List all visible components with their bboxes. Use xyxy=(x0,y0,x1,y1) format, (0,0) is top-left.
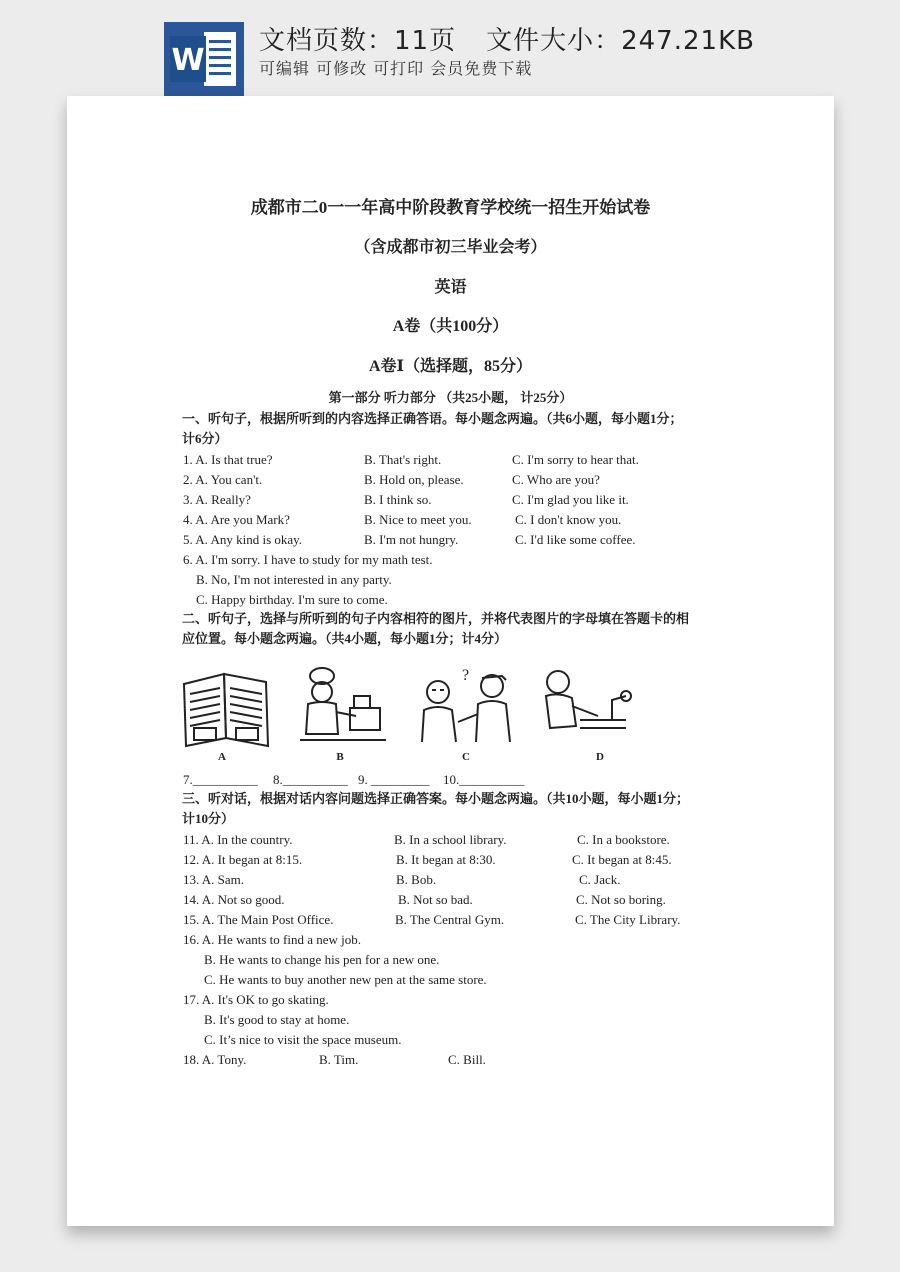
section2-instruction: 二、听句子，选择与所听到的句子内容相符的图片，并将代表图片的字母填在答题卡的相 xyxy=(182,611,690,626)
paper-a1-heading: A卷Ⅰ（选择题，85分） xyxy=(368,358,533,375)
picture-options xyxy=(180,656,640,766)
question-13-c: C. Jack. xyxy=(579,872,621,887)
question-18-b: B. Tim. xyxy=(319,1052,359,1067)
picture-c-two-people xyxy=(422,667,510,742)
question-11-a: 11. A. In the country. xyxy=(183,832,293,847)
section1-instruction: 一、听句子，根据所听到的内容选择正确答语。每小题念两遍。（共6小题，每小题1分； xyxy=(182,411,683,426)
question-6-a: 6. A. I'm sorry. I have to study for my math test. xyxy=(183,552,433,567)
page-count: 文档页数：11页 xyxy=(259,26,457,56)
question-4-c: C. I don't know you. xyxy=(515,512,622,527)
question-16-a: 16. A. He wants to find a new job. xyxy=(183,932,362,947)
question-5-a: 5. A. Any kind is okay. xyxy=(183,532,303,547)
subject-heading: 英语 xyxy=(434,279,467,296)
question-3-b: B. I think so. xyxy=(364,492,432,507)
picture-b-cook xyxy=(300,668,386,740)
question-12-a: 12. A. It began at 8:15. xyxy=(183,852,303,867)
question-18-c: C. Bill. xyxy=(448,1052,486,1067)
file-info xyxy=(259,20,755,57)
question-13-a: 13. A. Sam. xyxy=(183,872,245,887)
word-document-icon xyxy=(164,22,244,96)
svg-text:?: ? xyxy=(462,667,470,684)
question-4-b: B. Nice to meet you. xyxy=(364,512,472,527)
question-1-c: C. I'm sorry to hear that. xyxy=(512,452,639,467)
question-15-a: 15. A. The Main Post Office. xyxy=(183,912,334,927)
answer-blank-7: 7.__________ xyxy=(183,772,258,787)
section3-instruction-cont: 计10分） xyxy=(182,811,235,826)
question-3-a: 3. A. Really? xyxy=(183,492,251,507)
svg-text:W: W xyxy=(171,43,205,78)
question-2-c: C. Who are you? xyxy=(512,472,600,487)
part1-heading: 第一部分 听力部分 （共25小题， 计25分） xyxy=(328,390,573,405)
question-4-a: 4. A. Are you Mark? xyxy=(183,512,290,527)
question-6-b: B. No, I'm not interested in any party. xyxy=(196,572,392,587)
paper-a-heading: A卷（共100分） xyxy=(392,318,509,335)
question-15-b: B. The Central Gym. xyxy=(395,912,505,927)
question-18-a: 18. A. Tony. xyxy=(183,1052,247,1067)
question-17-a: 17. A. It's OK to go skating. xyxy=(183,992,329,1007)
picture-label-d: D xyxy=(596,751,604,763)
answer-blank-10: 10.__________ xyxy=(443,772,525,787)
download-banner xyxy=(0,0,900,96)
question-14-a: 14. A. Not so good. xyxy=(183,892,285,907)
question-2-b: B. Hold on, please. xyxy=(364,472,464,487)
answer-blank-9: 9. _________ xyxy=(358,772,430,787)
question-16-b: B. He wants to change his pen for a new one. xyxy=(204,952,440,967)
feature-list: 可编辑 可修改 可打印 会员免费下载 xyxy=(259,59,533,78)
exam-subtitle: （含成都市初三毕业会考） xyxy=(354,239,547,256)
question-16-c: C. He wants to buy another new pen at the same store. xyxy=(204,972,487,987)
question-12-c: C. It began at 8:45. xyxy=(572,852,672,867)
question-11-b: B. In a school library. xyxy=(394,832,507,847)
question-5-b: B. I'm not hungry. xyxy=(364,532,459,547)
question-14-c: C. Not so boring. xyxy=(576,892,666,907)
exam-title: 成都市二0一一年高中阶段教育学校统一招生开始试卷 xyxy=(250,198,651,217)
question-11-c: C. In a bookstore. xyxy=(577,832,670,847)
question-15-c: C. The City Library. xyxy=(575,912,681,927)
file-size: 文件大小：247.21KB xyxy=(486,26,755,56)
section2-instruction-cont: 应位置。每小题念两遍。（共4小题，每小题1分；计4分） xyxy=(182,631,508,646)
picture-a-newspaper xyxy=(184,674,268,746)
section1-instruction-cont: 计6分） xyxy=(182,431,228,446)
question-1-a: 1. A. Is that true? xyxy=(183,452,273,467)
question-2-a: 2. A. You can't. xyxy=(183,472,263,487)
question-17-c: C. It’s nice to visit the space museum. xyxy=(204,1032,402,1047)
answer-blank-8: 8.__________ xyxy=(273,772,348,787)
question-6-c: C. Happy birthday. I'm sure to come. xyxy=(196,592,388,607)
question-1-b: B. That's right. xyxy=(364,452,442,467)
picture-label-a: A xyxy=(218,751,226,763)
question-17-b: B. It's good to stay at home. xyxy=(204,1012,350,1027)
question-3-c: C. I'm glad you like it. xyxy=(512,492,629,507)
picture-d-student xyxy=(546,671,631,728)
document-page xyxy=(67,96,834,1226)
section3-instruction: 三、听对话，根据对话内容问题选择正确答案。每小题念两遍。（共10小题，每小题1分； xyxy=(182,791,690,806)
question-14-b: B. Not so bad. xyxy=(398,892,473,907)
picture-label-c: C xyxy=(462,751,470,763)
question-12-b: B. It began at 8:30. xyxy=(396,852,496,867)
picture-label-b: B xyxy=(336,751,344,763)
question-13-b: B. Bob. xyxy=(396,872,437,887)
question-5-c: C. I'd like some coffee. xyxy=(515,532,636,547)
